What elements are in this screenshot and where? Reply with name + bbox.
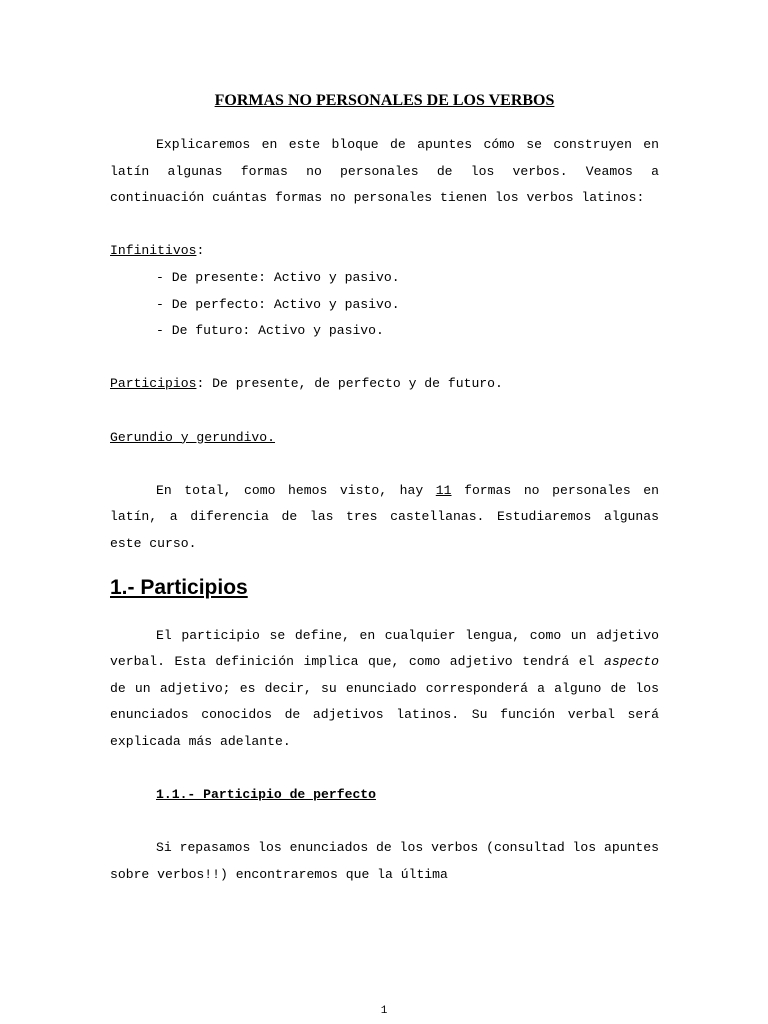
spacer xyxy=(110,212,659,239)
infinitivos-label: Infinitivos xyxy=(110,243,197,259)
infinitivos-colon: : xyxy=(196,243,205,259)
spacer xyxy=(110,345,659,372)
list-item-perfecto: - De perfecto: Activo y pasivo. xyxy=(156,296,400,312)
document-title: FORMAS NO PERSONALES DE LOS VERBOS xyxy=(214,92,555,109)
intro-paragraph: Explicaremos en este bloque de apuntes cómo se construyen en latín algunas formas no personales de los verbos. Veamos a continuación cuántas formas no personales tienen los verbos latinos: xyxy=(110,137,659,206)
total-number: 11 xyxy=(435,482,452,498)
total-text-after: formas no personales en latín, a diferencia de las tres castellanas. Estudiaremos algunas este curso. xyxy=(110,482,659,551)
subsection-heading-participio-perfecto: 1.1.- Participio de perfecto xyxy=(156,787,377,803)
participio-paragraph xyxy=(110,623,659,756)
list-item-presente: - De presente: Activo y pasivo. xyxy=(156,269,400,285)
aspecto-emphasis: aspecto xyxy=(603,654,659,670)
gerundio-line: Gerundio y gerundivo. xyxy=(110,429,276,445)
spacer xyxy=(110,809,659,836)
participios-text: : De presente, de perfecto y de futuro. xyxy=(196,376,503,392)
page-number: 1 xyxy=(380,1005,388,1017)
participios-line xyxy=(110,371,659,398)
participio-text-before: El participio se define, en cualquier lengua, como un adjetivo verbal. Esta definición implica que, como adjetivo tendrá el xyxy=(110,627,659,670)
infinitivos-heading xyxy=(110,238,659,265)
spacer xyxy=(110,398,659,425)
total-text-before: En total, como hemos visto, hay xyxy=(156,482,436,498)
section-heading-participios: 1.- Participios xyxy=(110,575,248,599)
perfecto-paragraph: Si repasamos los enunciados de los verbos (consultad los apuntes sobre verbos!!) encontraremos que la última xyxy=(110,840,659,882)
spacer xyxy=(110,451,659,478)
total-paragraph xyxy=(110,478,659,558)
participio-text-after: de un adjetivo; es decir, su enunciado corresponderá a alguno de los enunciados conocidos de adjetivos latinos. Su función verbal será explicada más adelante. xyxy=(110,680,659,749)
document-page xyxy=(110,88,659,888)
participios-label: Participios xyxy=(110,376,197,392)
list-item-futuro: - De futuro: Activo y pasivo. xyxy=(156,323,384,339)
spacer xyxy=(110,755,659,782)
